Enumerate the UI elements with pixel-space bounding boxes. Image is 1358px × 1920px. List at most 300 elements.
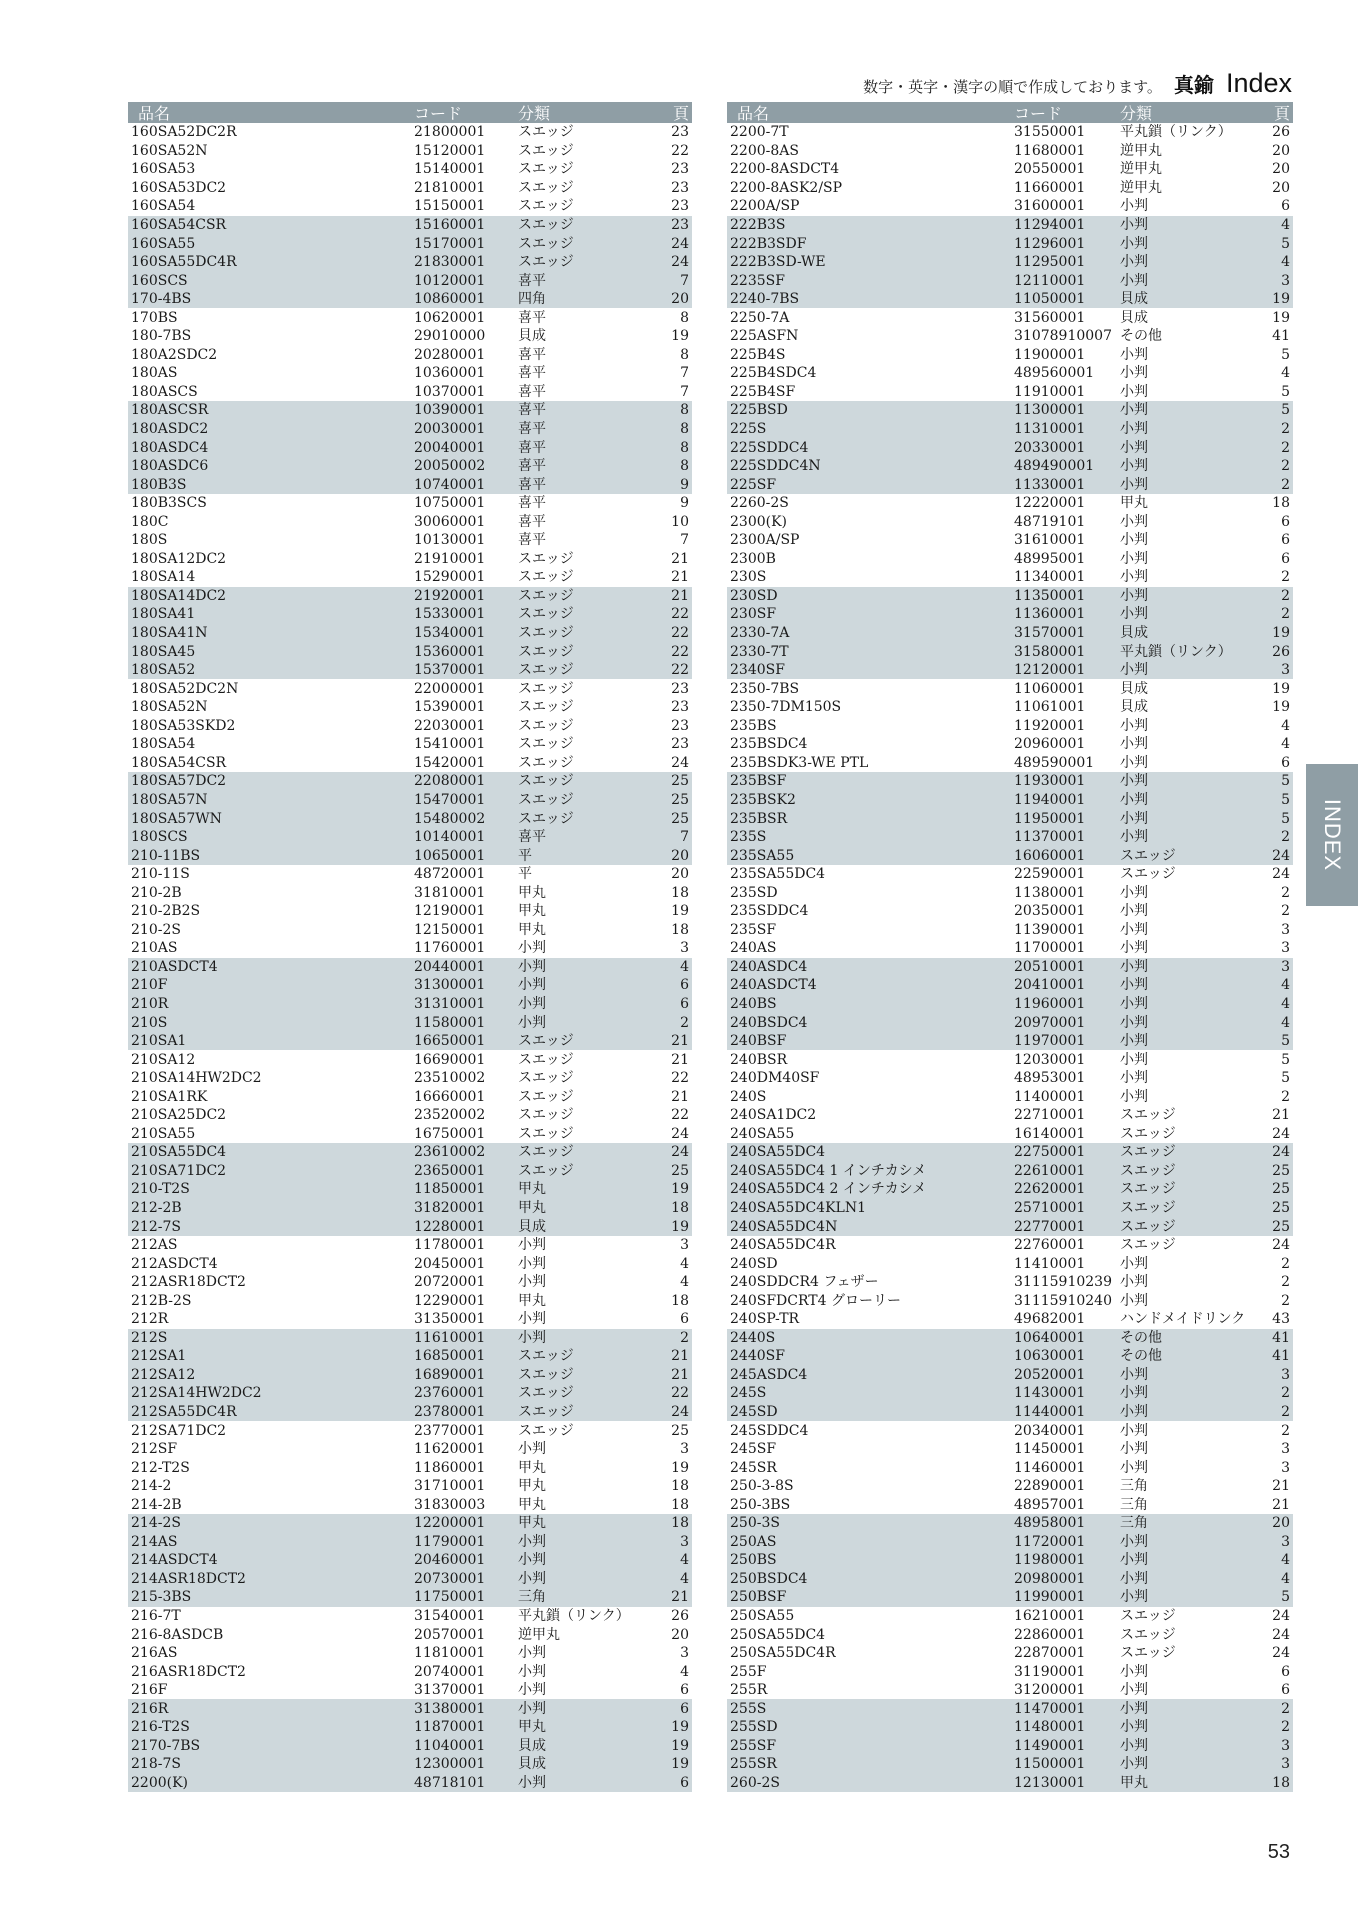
- product-category: スエッジ: [518, 754, 574, 771]
- product-code: 11750001: [414, 1589, 486, 1606]
- product-category: スエッジ: [1120, 1125, 1176, 1142]
- table-row: [128, 1662, 692, 1681]
- page-ref: 7: [680, 383, 689, 400]
- product-code: 31350001: [414, 1311, 486, 1328]
- table-row: [727, 531, 1293, 550]
- product-name: 180SA12DC2: [131, 550, 227, 567]
- product-category: スエッジ: [518, 606, 574, 623]
- product-name: 240DM40SF: [730, 1070, 820, 1087]
- table-row: [128, 921, 692, 940]
- table-row: [727, 1533, 1293, 1552]
- table-row: [128, 1347, 692, 1366]
- product-category: 小判: [1120, 1589, 1148, 1606]
- product-code: 11296001: [1014, 235, 1086, 252]
- table-row: [128, 1607, 692, 1626]
- product-name: 180SA14: [131, 569, 196, 586]
- page-ref: 8: [680, 402, 689, 419]
- table-row: [727, 401, 1293, 420]
- page-ref: 4: [1281, 717, 1290, 734]
- product-name: 160SA53: [131, 161, 196, 178]
- product-code: 22610001: [1014, 1162, 1086, 1179]
- product-code: 22000001: [414, 680, 486, 697]
- product-code: 16210001: [1014, 1608, 1086, 1625]
- table-row: [727, 142, 1293, 161]
- product-category: 小判: [1120, 235, 1148, 252]
- product-category: 小判: [1120, 1441, 1148, 1458]
- product-code: 16660001: [414, 1088, 486, 1105]
- product-category: 小判: [1120, 421, 1148, 438]
- table-row: [727, 754, 1293, 773]
- table-row: [727, 1588, 1293, 1607]
- table-row: [727, 234, 1293, 253]
- product-code: 23510002: [414, 1070, 486, 1087]
- product-code: 21810001: [414, 179, 486, 196]
- product-name: 218-7S: [131, 1756, 181, 1773]
- product-code: 22750001: [1014, 1144, 1086, 1161]
- product-category: 小判: [1120, 940, 1148, 957]
- page-ref: 4: [1281, 365, 1290, 382]
- table-row: [727, 735, 1293, 754]
- product-category: 貝成: [518, 328, 546, 345]
- page-ref: 3: [680, 1533, 689, 1550]
- table-row: [727, 364, 1293, 383]
- page-ref: 5: [1281, 1589, 1290, 1606]
- product-category: スエッジ: [518, 235, 574, 252]
- product-category: 喜平: [518, 402, 546, 419]
- page-ref: 21: [671, 569, 689, 586]
- product-code: 10860001: [414, 291, 486, 308]
- table-row: [727, 698, 1293, 717]
- product-code: 25710001: [1014, 1199, 1086, 1216]
- product-name: 250BS: [730, 1552, 777, 1569]
- product-name: 210SA12: [131, 1051, 196, 1068]
- table-row: [128, 383, 692, 402]
- table-row: [128, 1403, 692, 1422]
- product-code: 10120001: [414, 272, 486, 289]
- product-code: 48718101: [414, 1774, 486, 1791]
- product-name: 235SA55: [730, 847, 795, 864]
- product-name: 210ASDCT4: [131, 958, 218, 975]
- page-ref: 19: [671, 1181, 689, 1198]
- page-ref: 24: [671, 235, 689, 252]
- product-code: 20980001: [1014, 1570, 1086, 1587]
- product-category: 三角: [1120, 1478, 1148, 1495]
- product-code: 11470001: [1014, 1700, 1086, 1717]
- page-ref: 23: [671, 699, 689, 716]
- product-name: 222B3SD-WE: [730, 254, 826, 271]
- product-category: スエッジ: [518, 217, 574, 233]
- product-code: 11480001: [1014, 1719, 1086, 1736]
- page-ref: 23: [671, 179, 689, 196]
- page-ref: 2: [680, 1014, 689, 1031]
- page-ref: 7: [680, 272, 689, 289]
- table-body: [727, 123, 1293, 1792]
- product-category: 小判: [1120, 513, 1148, 530]
- product-category: 小判: [1120, 1014, 1148, 1031]
- table-row: [128, 1050, 692, 1069]
- table-row: [727, 1013, 1293, 1032]
- page-ref: 21: [1272, 1496, 1290, 1513]
- product-category: 小判: [1120, 1682, 1148, 1699]
- product-name: 210SA1: [131, 1033, 187, 1050]
- product-name: 2200-8ASDCT4: [730, 161, 840, 178]
- product-category: 小判: [1120, 550, 1148, 567]
- page-ref: 24: [671, 254, 689, 271]
- page-ref: 2: [1281, 1292, 1290, 1309]
- product-category: 逆甲丸: [1120, 142, 1162, 159]
- product-code: 31190001: [1014, 1663, 1086, 1680]
- product-category: 平: [518, 866, 532, 883]
- product-category: 小判: [1120, 1570, 1148, 1587]
- product-name: 245ASDC4: [730, 1366, 808, 1383]
- product-name: 2260-2S: [730, 495, 789, 512]
- product-category: 小判: [1120, 1292, 1148, 1309]
- table-row: [128, 1106, 692, 1125]
- product-name: 230SF: [730, 606, 777, 623]
- product-category: 喜平: [518, 272, 546, 289]
- index-side-tab[interactable]: [1306, 764, 1358, 906]
- product-code: 15390001: [414, 699, 486, 716]
- page-ref: 5: [1281, 1070, 1290, 1087]
- page-ref: 2: [1281, 1422, 1290, 1439]
- product-name: 160SA54: [131, 198, 196, 215]
- table-row: [727, 865, 1293, 884]
- product-category: 小判: [518, 1014, 546, 1031]
- page-ref: 2: [1281, 1088, 1290, 1105]
- page-ref: 21: [1272, 1107, 1290, 1124]
- product-name: 255S: [730, 1700, 767, 1717]
- page-ref: 6: [680, 1774, 689, 1791]
- product-category: スエッジ: [518, 550, 574, 567]
- table-row: [128, 1737, 692, 1756]
- table-row: [727, 123, 1293, 142]
- product-code: 11850001: [414, 1181, 486, 1198]
- product-code: 48958001: [1014, 1515, 1086, 1532]
- table-row: [727, 308, 1293, 327]
- table-row: [128, 976, 692, 995]
- table-row: [727, 1254, 1293, 1273]
- table-row: [128, 1440, 692, 1459]
- page-ref: 23: [671, 198, 689, 215]
- product-category: 小判: [1120, 1459, 1148, 1476]
- product-code: 11790001: [414, 1533, 486, 1550]
- product-code: 12030001: [1014, 1051, 1086, 1068]
- product-code: 31710001: [414, 1478, 486, 1495]
- page-ref: 26: [671, 1608, 689, 1625]
- page-ref: 21: [671, 550, 689, 567]
- product-name: 170BS: [131, 309, 178, 326]
- product-category: 喜平: [518, 829, 546, 846]
- product-code: 11295001: [1014, 254, 1086, 271]
- product-name: 210SA71DC2: [131, 1162, 227, 1179]
- page-ref: 23: [671, 217, 689, 233]
- product-code: 489560001: [1014, 365, 1095, 382]
- page-ref: 3: [1281, 940, 1290, 957]
- product-code: 31540001: [414, 1608, 486, 1625]
- table-row: [128, 995, 692, 1014]
- product-code: 16850001: [414, 1348, 486, 1365]
- table-row: [727, 1699, 1293, 1718]
- page-ref: 6: [680, 1700, 689, 1717]
- page-ref: 2: [1281, 1385, 1290, 1402]
- table-row: [727, 1681, 1293, 1700]
- product-code: 12200001: [414, 1515, 486, 1532]
- product-category: 小判: [1120, 217, 1148, 233]
- product-category: 三角: [518, 1589, 546, 1606]
- product-code: 11310001: [1014, 421, 1086, 438]
- table-row: [727, 1087, 1293, 1106]
- product-category: 小判: [518, 1274, 546, 1291]
- page-ref: 24: [1272, 847, 1290, 864]
- page-ref: 25: [1272, 1181, 1290, 1198]
- product-name: 260-2S: [730, 1774, 780, 1791]
- table-row: [128, 1514, 692, 1533]
- page-ref: 2: [1281, 903, 1290, 920]
- table-row: [128, 1217, 692, 1236]
- product-name: 255R: [730, 1682, 768, 1699]
- product-name: 2350-7DM150S: [730, 699, 842, 716]
- product-name: 240SA55: [730, 1125, 795, 1142]
- index-table-right: [727, 102, 1293, 1792]
- product-category: スエッジ: [518, 1162, 574, 1179]
- table-row: [727, 976, 1293, 995]
- product-category: 甲丸: [518, 1496, 546, 1513]
- product-category: 貝成: [518, 1737, 546, 1754]
- page-ref: 6: [1281, 754, 1290, 771]
- product-code: 11500001: [1014, 1756, 1086, 1773]
- page-ref: 4: [1281, 254, 1290, 271]
- product-name: 2240-7BS: [730, 291, 800, 308]
- page-ref: 2: [1281, 569, 1290, 586]
- product-name: 2250-7A: [730, 309, 790, 326]
- product-name: 225B4S: [730, 346, 786, 363]
- product-category: 小判: [518, 995, 546, 1012]
- product-name: 210SA25DC2: [131, 1107, 227, 1124]
- page-ref: 26: [1272, 643, 1290, 660]
- product-category: 甲丸: [518, 1199, 546, 1216]
- page-ref: 2: [680, 1329, 689, 1346]
- product-code: 11450001: [1014, 1441, 1086, 1458]
- product-category: スエッジ: [1120, 1199, 1176, 1216]
- product-name: 212SA12: [131, 1366, 196, 1383]
- page-ref: 5: [1281, 235, 1290, 252]
- page-ref: 8: [680, 309, 689, 326]
- product-name: 240BSDC4: [730, 1014, 808, 1031]
- product-code: 11860001: [414, 1459, 486, 1476]
- product-code: 21830001: [414, 254, 486, 271]
- product-code: 31550001: [1014, 124, 1086, 141]
- product-code: 29010000: [414, 328, 486, 345]
- product-name: 214ASDCT4: [131, 1552, 218, 1569]
- page-ref: 9: [680, 495, 689, 512]
- product-code: 16060001: [1014, 847, 1086, 864]
- page-ref: 4: [1281, 736, 1290, 753]
- page-ref: 6: [1281, 532, 1290, 549]
- table-row: [727, 1366, 1293, 1385]
- table-row: [727, 624, 1293, 643]
- page-ref: 25: [1272, 1162, 1290, 1179]
- table-row: [727, 995, 1293, 1014]
- product-code: 20450001: [414, 1255, 486, 1272]
- page-ref: 18: [1272, 1774, 1290, 1791]
- product-code: 10390001: [414, 402, 486, 419]
- page-ref: 25: [671, 1162, 689, 1179]
- page-ref: 22: [671, 1070, 689, 1087]
- product-category: スエッジ: [518, 643, 574, 660]
- product-name: 216ASR18DCT2: [131, 1663, 246, 1680]
- product-name: 245S: [730, 1385, 767, 1402]
- product-code: 11060001: [1014, 680, 1086, 697]
- product-name: 240SA55DC4N: [730, 1218, 838, 1235]
- page-ref: 3: [1281, 1459, 1290, 1476]
- product-code: 31580001: [1014, 643, 1086, 660]
- page-ref: 2: [1281, 1255, 1290, 1272]
- page-ref: 18: [671, 1199, 689, 1216]
- product-code: 20550001: [1014, 161, 1086, 178]
- table-row: [727, 902, 1293, 921]
- page-ref: 26: [1272, 124, 1290, 141]
- product-code: 11700001: [1014, 940, 1086, 957]
- product-category: 小判: [1120, 1070, 1148, 1087]
- page-ref: 4: [1281, 217, 1290, 233]
- product-code: 15160001: [414, 217, 486, 233]
- page-ref: 2: [1281, 1274, 1290, 1291]
- table-row: [727, 253, 1293, 272]
- page-ref: 3: [1281, 1756, 1290, 1773]
- product-category: 小判: [1120, 1404, 1148, 1420]
- table-row: [128, 1774, 692, 1793]
- product-category: その他: [1120, 1329, 1162, 1346]
- table-row: [727, 717, 1293, 736]
- product-code: 23770001: [414, 1422, 486, 1439]
- table-row: [727, 1514, 1293, 1533]
- product-name: 212S: [131, 1329, 168, 1346]
- product-category: 喜平: [518, 532, 546, 549]
- page-ref: 4: [1281, 977, 1290, 994]
- product-category: 小判: [1120, 736, 1148, 753]
- product-name: 180SA52DC2N: [131, 680, 239, 697]
- product-name: 180SA57N: [131, 791, 208, 808]
- product-category: スエッジ: [518, 587, 574, 604]
- product-category: 小判: [518, 1255, 546, 1272]
- page-ref: 2: [1281, 458, 1290, 475]
- page-ref: 19: [671, 1459, 689, 1476]
- product-code: 11400001: [1014, 1088, 1086, 1105]
- product-category: 小判: [1120, 773, 1148, 790]
- page-ref: 25: [671, 791, 689, 808]
- product-category: スエッジ: [518, 124, 574, 141]
- header-name: 品名: [737, 104, 770, 123]
- product-code: 11430001: [1014, 1385, 1086, 1402]
- product-code: 31810001: [414, 884, 486, 901]
- table-row: [128, 512, 692, 531]
- product-code: 20280001: [414, 346, 486, 363]
- product-name: 235BSR: [730, 810, 788, 827]
- table-row: [128, 1551, 692, 1570]
- product-category: 小判: [1120, 254, 1148, 271]
- product-code: 11780001: [414, 1237, 486, 1254]
- table-row: [128, 958, 692, 977]
- product-category: 喜平: [518, 458, 546, 475]
- product-name: 2200-8AS: [730, 142, 799, 159]
- product-category: 甲丸: [518, 1181, 546, 1198]
- product-name: 2300B: [730, 550, 776, 567]
- product-category: 小判: [1120, 346, 1148, 363]
- product-code: 48957001: [1014, 1496, 1086, 1513]
- product-name: 240ASDCT4: [730, 977, 817, 994]
- product-code: 20960001: [1014, 736, 1086, 753]
- table-row: [128, 1458, 692, 1477]
- product-name: 250BSF: [730, 1589, 787, 1606]
- page-ref: 24: [1272, 1237, 1290, 1254]
- page-ref: 5: [1281, 1033, 1290, 1050]
- product-name: 2300A/SP: [730, 532, 800, 549]
- page-ref: 18: [671, 1292, 689, 1309]
- table-row: [128, 939, 692, 958]
- product-category: スエッジ: [518, 1051, 574, 1068]
- product-code: 12190001: [414, 903, 486, 920]
- product-name: 180C: [131, 513, 169, 530]
- page-ref: 4: [680, 1255, 689, 1272]
- product-code: 22030001: [414, 717, 486, 734]
- product-category: スエッジ: [1120, 1626, 1176, 1643]
- product-code: 12220001: [1014, 495, 1086, 512]
- product-name: 230SD: [730, 587, 778, 604]
- product-name: 255SD: [730, 1719, 778, 1736]
- page-ref: 6: [1281, 513, 1290, 530]
- product-category: 小判: [1120, 977, 1148, 994]
- product-name: 210-T2S: [131, 1181, 190, 1198]
- product-name: 240SFDCRT4 グローリー: [730, 1292, 901, 1309]
- page-ref: 20: [671, 1626, 689, 1643]
- product-code: 31610001: [1014, 532, 1086, 549]
- product-code: 20570001: [414, 1626, 486, 1643]
- table-row: [128, 735, 692, 754]
- product-category: スエッジ: [518, 810, 574, 827]
- page-ref: 25: [1272, 1199, 1290, 1216]
- product-name: 212-T2S: [131, 1459, 190, 1476]
- page-ref: 4: [1281, 1570, 1290, 1587]
- product-code: 10750001: [414, 495, 486, 512]
- table-header: [727, 102, 1293, 123]
- product-name: 160SA52DC2R: [131, 124, 237, 141]
- product-code: 22860001: [1014, 1626, 1086, 1643]
- product-code: 22590001: [1014, 866, 1086, 883]
- product-category: 甲丸: [518, 884, 546, 901]
- page-ref: 24: [671, 1125, 689, 1142]
- product-code: 11760001: [414, 940, 486, 957]
- table-row: [128, 1273, 692, 1292]
- product-category: スエッジ: [1120, 1237, 1176, 1254]
- product-code: 10360001: [414, 365, 486, 382]
- product-name: 180ASCS: [131, 383, 198, 400]
- product-name: 212ASDCT4: [131, 1255, 218, 1272]
- page-ref: 4: [680, 1552, 689, 1569]
- product-category: 小判: [518, 1663, 546, 1680]
- product-code: 11350001: [1014, 587, 1086, 604]
- page-ref: 21: [671, 1033, 689, 1050]
- product-category: 甲丸: [518, 1719, 546, 1736]
- product-code: 22760001: [1014, 1237, 1086, 1254]
- page-ref: 23: [671, 680, 689, 697]
- product-name: 240SDDCR4 フェザー: [730, 1274, 879, 1291]
- product-name: 2200-8ASK2/SP: [730, 179, 843, 196]
- product-code: 48719101: [1014, 513, 1086, 530]
- product-category: ハンドメイドリンク: [1120, 1311, 1246, 1328]
- product-code: 11950001: [1014, 810, 1086, 827]
- table-row: [727, 216, 1293, 235]
- product-name: 230S: [730, 569, 767, 586]
